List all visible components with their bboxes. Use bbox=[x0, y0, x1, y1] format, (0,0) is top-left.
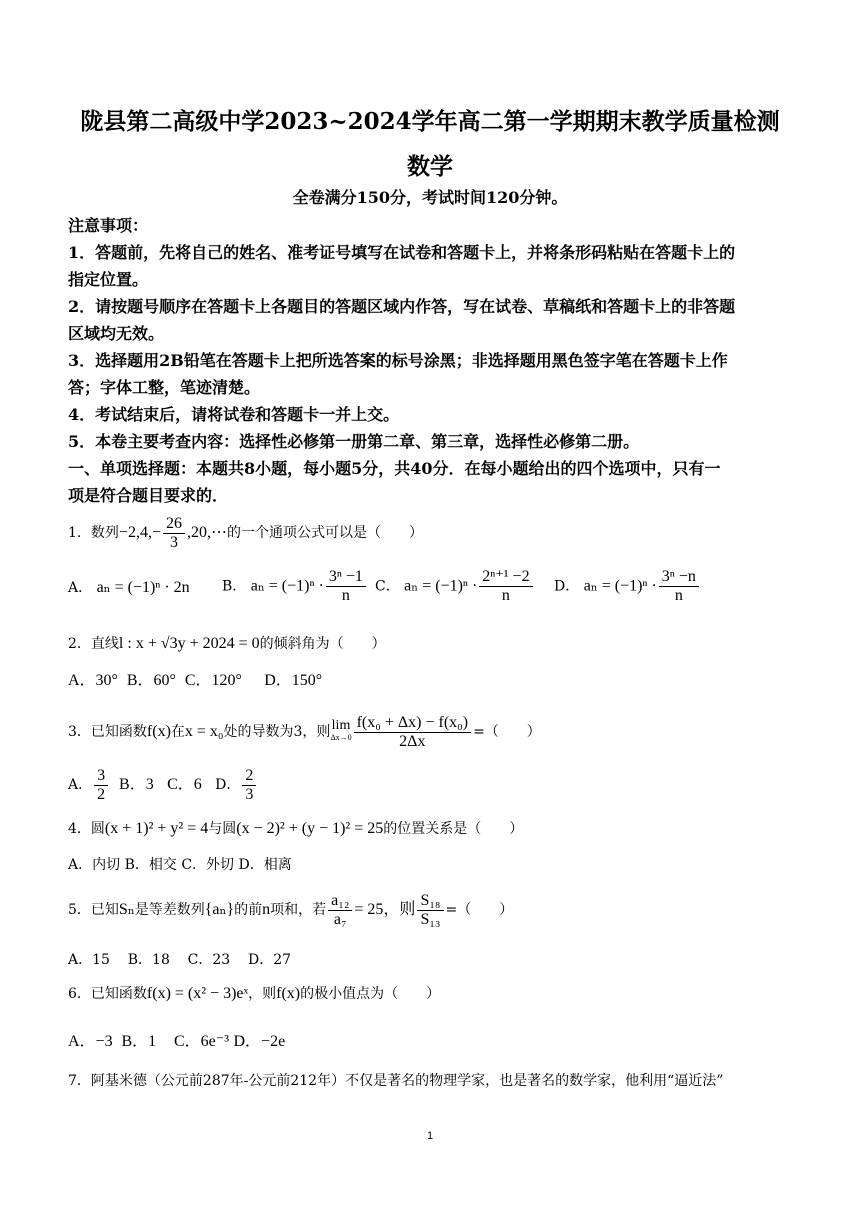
fraction: $\frac{\text{3ⁿ −1}}{n}$ bbox=[326, 568, 366, 605]
question-4: 4．圆(x + 1)² + y² = 4与圆(x − 2)² + (y − 1)² = 25的位置关系是（ ） bbox=[68, 820, 524, 837]
q2-options bbox=[68, 671, 798, 691]
question-6: 6．已知函数f(x) = (x² − 3)eˣ，则f(x)的极小值点为（ ） bbox=[68, 985, 441, 1002]
q1-option-b[interactable]: B． aₙ = (−1)ⁿ · $\frac{\text{3ⁿ −1}}{n}$ bbox=[222, 568, 368, 605]
q4-option-d[interactable]: D．相离 bbox=[238, 857, 292, 873]
q5-option-a[interactable]: A．15 bbox=[68, 952, 110, 968]
note-line: 区域均无效。 bbox=[68, 324, 165, 343]
note-line: 3．选择题用2B铅笔在答题卡上把所选答案的标号涂黑；非选择题用黑色签字笔在答题卡上作 bbox=[68, 351, 728, 370]
note-line: 1．答题前，先将自己的姓名、准考证号填写在试卷和答题卡上，并将条形码粘贴在答题卡上的 bbox=[68, 243, 736, 262]
question-5: 5．已知Sₙ是等差数列{aₙ}的前n项和，若 $\frac{\text{a₁₂}}{\text{a₇}}$ = 25，则 $\frac{\text{S₁₈}}{\text{S₁₃}}$ =（ ） bbox=[68, 891, 514, 928]
question-3: 3．已知函数f(x)在x = x₀处的导数为3，则 lim Δx→0 $\frac{\text{f(x₀ + Δx) − f(x₀)}}{2\Delta x}$ =（ ） bbox=[68, 713, 541, 750]
q5-options bbox=[68, 950, 798, 970]
q2-option-a[interactable]: A．30° bbox=[68, 672, 118, 689]
q6-option-d[interactable]: D．−2e bbox=[233, 1033, 286, 1050]
question-1: 1．数列−2,4,− $\frac{26}{3}$ ,20,⋯的一个通项公式可以是（ ） bbox=[68, 514, 423, 551]
q6-option-a[interactable]: A．−3 bbox=[68, 1033, 113, 1050]
q5-option-d[interactable]: D．27 bbox=[248, 952, 292, 968]
q3-option-c[interactable]: C．6 bbox=[167, 776, 202, 793]
fraction: $\frac{\text{f(x₀ + Δx) − f(x₀)}}{2\Delta x}$ bbox=[354, 714, 471, 751]
q2-option-d[interactable]: D．150° bbox=[264, 672, 323, 689]
q1-option-a[interactable]: A． aₙ = (−1)ⁿ · 2n bbox=[68, 579, 190, 596]
note-line: 4．考试结束后，请将试卷和答题卡一并上交。 bbox=[68, 405, 400, 424]
q1-option-c[interactable]: C． aₙ = (−1)ⁿ · $\frac{\text{2ⁿ⁺¹ −2}}{n}$ bbox=[375, 568, 535, 605]
fraction: $\frac{3}{2}$ bbox=[94, 767, 108, 804]
fraction: $\frac{\text{S₁₈}}{\text{S₁₃}}$ bbox=[417, 892, 443, 929]
q5-option-b[interactable]: B．18 bbox=[127, 952, 170, 968]
q3-option-b[interactable]: B．3 bbox=[119, 776, 154, 793]
note-line: 2．请按题号顺序在答题卡上各题目的答题区域内作答，写在试卷、草稿纸和答题卡上的非答题 bbox=[68, 297, 736, 316]
q2-option-b[interactable]: B．60° bbox=[126, 672, 176, 689]
fraction: $\frac{\text{3ⁿ −n}}{n}$ bbox=[659, 568, 699, 605]
fraction: $\frac{26}{3}$ bbox=[163, 515, 185, 552]
question-7: 7．阿基米德（公元前287年-公元前212年）不仅是著名的物理学家，也是著名的数学家，他利用“逼近法” bbox=[68, 1073, 724, 1089]
exam-info: 全卷满分150分，考试时间120分钟。 bbox=[292, 188, 568, 207]
q1-option-d[interactable]: D． aₙ = (−1)ⁿ · $\frac{\text{3ⁿ −n}}{n}$ bbox=[554, 568, 701, 605]
section-heading: 一、单项选择题：本题共8小题，每小题5分，共40分．在每小题给出的四个选项中，只有一 bbox=[68, 459, 721, 478]
q3-options bbox=[68, 764, 798, 806]
q3-option-d[interactable]: D． $\frac{2}{3}$ bbox=[215, 777, 258, 793]
q6-option-b[interactable]: B．1 bbox=[121, 1033, 157, 1050]
q4-option-c[interactable]: C．外切 bbox=[181, 857, 235, 873]
q4-option-a[interactable]: A．内切 bbox=[68, 857, 121, 873]
fraction: $\frac{\text{2ⁿ⁺¹ −2}}{n}$ bbox=[479, 568, 532, 605]
notes-heading: 注意事项： bbox=[68, 216, 149, 235]
page-number: 1 bbox=[426, 1130, 434, 1142]
note-line: 答；字体工整，笔迹清楚。 bbox=[68, 378, 261, 397]
q4-option-b[interactable]: B．相交 bbox=[124, 857, 177, 873]
q5-option-c[interactable]: C．23 bbox=[187, 952, 231, 968]
q3-option-a[interactable]: A． $\frac{3}{2}$ bbox=[68, 777, 110, 793]
note-line: 指定位置。 bbox=[68, 270, 149, 289]
q2-option-c[interactable]: C．120° bbox=[184, 672, 242, 689]
q6-options bbox=[68, 1032, 798, 1052]
note-line: 5．本卷主要考查内容：选择性必修第一册第二章、第三章，选择性必修第二册。 bbox=[68, 432, 640, 451]
fraction: $\frac{2}{3}$ bbox=[242, 767, 256, 804]
fraction: $\frac{\text{a₁₂}}{\text{a₇}}$ bbox=[328, 892, 352, 929]
section-heading-cont: 项是符合题目要求的． bbox=[68, 486, 229, 505]
subject-title: 数学 bbox=[407, 153, 453, 180]
question-2: 2．直线l : x + √3y + 2024 = 0的倾斜角为（ ） bbox=[68, 635, 386, 652]
limit: lim Δx→0 bbox=[330, 718, 352, 742]
q4-options bbox=[68, 855, 798, 875]
exam-title: 陇县第二高级中学2023~2024学年高二第一学期期末教学质量检测 bbox=[80, 108, 780, 135]
q6-option-c[interactable]: C．6e⁻³ bbox=[174, 1033, 230, 1050]
